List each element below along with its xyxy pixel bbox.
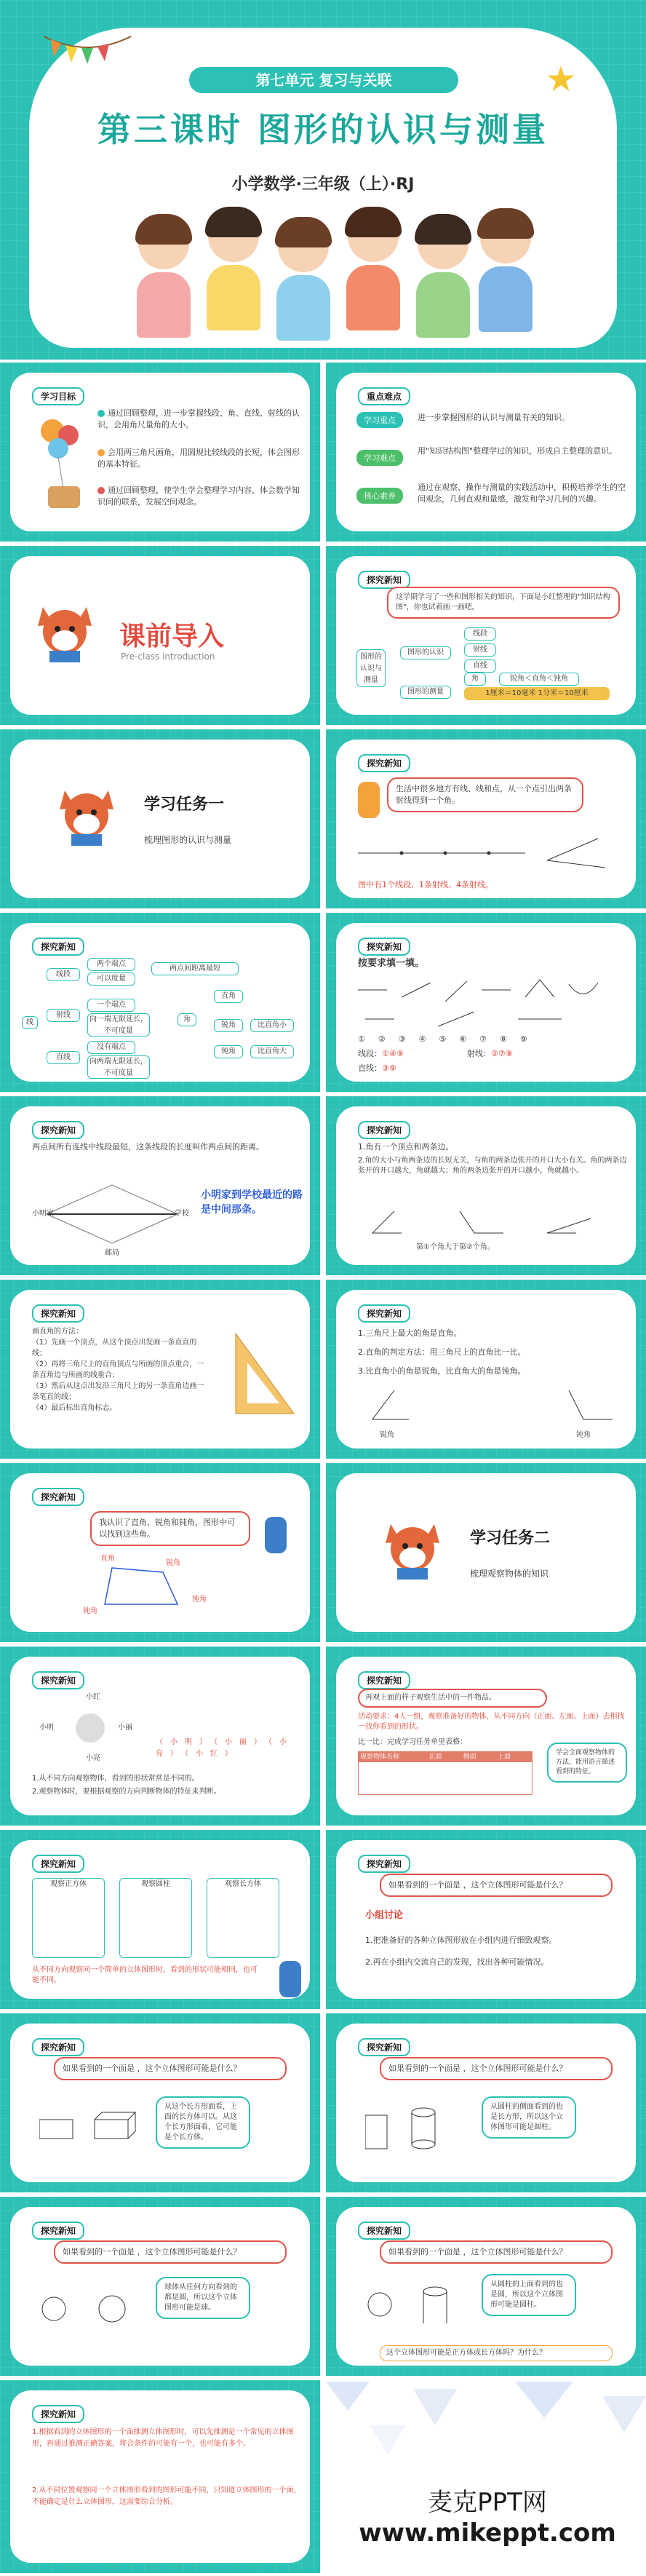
sphere-diagram [39,2294,141,2331]
fox-mascot-icon [380,1517,445,1582]
concept-ray: 射线 [47,1009,80,1022]
map-leaf-ray: 射线 [464,643,496,657]
boy-illustration [265,1517,287,1553]
slide-tag: 学习目标 [32,387,84,405]
difficulty-text: 用"知识结构图"整理学过的知识，形成自主整理的意识。 [418,446,618,456]
slide-tag: 探究新知 [358,2222,410,2240]
focus-pill: 学习重点 [356,412,403,428]
task-one-desc: 梳理图形的认识与测量 [144,835,232,845]
intro-title: 课前导入 [119,622,225,651]
slide-knowledge-map [326,546,646,725]
route-diagram [39,1170,185,1251]
quadrilateral-diagram [97,1561,185,1619]
difficulty-pill: 学习难点 [356,450,403,466]
map-leaf-measure: 1厘米＝10毫米 1分米＝10厘米 [464,687,610,700]
line-answer: ③⑨ [382,1063,396,1073]
slide-tag: 探究新知 [32,2405,84,2423]
slide-tag: 探究新知 [358,1121,410,1139]
slide-summary: 探究新知 1.根据看到的立体图形的一个面推测立体图形时，可以先推测是一个常见的立体图形，再通过推测正确答案，将合条件的可能有一个，也可能有多个。 2.从不同位置观察同一个立体图形看到的图形可能不同，只知道立体图形的一个面，不能确定是什么立体图形，这需要综合分析。 [0,2380,320,2573]
brand-name: 麦克PPT网 [428,2488,547,2517]
task-two-desc: 梳理观察物体的知识 [470,1569,549,1579]
slide-tag: 探究新知 [32,1304,84,1323]
slide-tag: 探究新知 [32,1855,84,1873]
follow-up-question: 这个立体图形可能是正方体或长方体吗？为什么？ [380,2345,613,2361]
slide-rectangle-face [0,2013,320,2192]
concept-segment: 线段 [47,968,80,981]
slide-lines-points [326,729,646,908]
slide-observe-objects: 探究新知 小红 小明 小丽 小亮 （小明）（小丽）（小亮）（小红） 1.从不同方向观察物体，看到的形状常常是不同的。 2.观察物体时，要根据观察的方向判断物体的特征来判断。 [0,1646,320,1826]
cover-slide [0,0,646,360]
concept-line: 直线 [47,1051,80,1064]
slide-cylinder-side [326,2013,646,2192]
solids-text: 从不同方向观察同一个简单的立体图形时，看到的形状可能相同，也可能不同。 [32,1966,258,1984]
star-icon: ★ [545,59,577,100]
map-leaf-line: 直线 [464,659,496,673]
answer-note: 从圆柱的侧面看到的也是长方形，所以这个立体图形可能是圆柱。 [482,2096,576,2139]
boy-illustration [279,1961,301,1997]
slide-activity: 探究新知 再观上面的样子观察生活中的一件物品。 活动要求：4人一组，观察准备好的物体，从不同方向（正面、左面、上面）去相找一找你看到的形状。 比一比：完成学习任务单里表格： 观察物体名称 正面 侧面 上面 学会全面观察物体的方法，能用语言描述看到的特征。 [326,1646,646,1826]
angle-types-diagram [365,1383,613,1427]
map-root: 图形的认识与测量 [356,649,386,687]
slide-concept-map: 探究新知 线 线段 射线 直线 两个端点 可以度量 一个端点 向一端无限延长，不可度量 没有端点 向两端无限延长，不可度量 两点间距离最短 角 直角 锐角 钝角 比直角小 比直角大 [0,913,320,1092]
lines-note: 图中有1个线段、1条射线、4条射线。 [358,880,493,889]
brand-url[interactable]: www.mikeppt.com [359,2518,616,2548]
children-illustration [131,211,524,342]
fill-in-title: 按要求填一填。 [358,958,425,969]
map-leaf-angle-compare: 锐角＜直角＜钝角 [499,673,579,686]
speech-bubble: 这学期学习了一些和图形相关的知识，下面是小红整理的"知识结构图"，你也试着画一画吧。 [387,587,620,619]
slide-observe-solids: 探究新知 观察正方体 观察圆柱 观察长方体 从不同方向观察同一个简单的立体图形时，看到的形状可能相同，也可能不同。 [0,1830,320,2009]
concept-angle: 角 [178,1013,196,1026]
angles-diagram [358,1204,620,1240]
slide-distance: 探究新知 两点间所有连线中线段最短，这条线段的长度叫作两点间的距离。 小明家 学校 邮局 小明家到学校最近的路是中间那条。 [0,1096,320,1275]
tip-bubble: 学会全面观察物体的方法，能用语言描述看到的特征。 [547,1743,627,1783]
slide-tag: 探究新知 [32,938,84,956]
map-node-measure: 图形的测量 [400,686,451,699]
speech-bubble: 如果看到的一个面是 ，这个立体图形可能是什么？ [54,2057,287,2080]
goal-2: 会用两三角尺画角，用圆规比较线段的长短，体会图形的基本特征。 [97,448,300,469]
slide-group-discussion: 探究新知 如果看到的一个面是 ，这个立体图形可能是什么？ 小组讨论 1.把准备好的各种立体图形放在小组内进行细致观察。 2.再在小组内交流自己的发现，找出各种可能情况。 [326,1830,646,2009]
segment-answer: ①④⑨ [382,1049,404,1058]
map-node-recognition: 图形的认识 [400,646,451,659]
slide-tag: 重点难点 [358,387,410,405]
answer-note: 从这个长方形面看，上面的长方体可以。从这个长方形面看，它可能是个长方体。 [156,2096,250,2149]
task-one-title: 学习任务一 [144,796,225,814]
slide-tag: 探究新知 [32,2222,84,2240]
intro-en-title: Pre-class introduction [121,651,215,662]
speech-bubble: 如果看到的一个面是 ，这个立体图形可能是什么？ [54,2240,287,2264]
slide-tag: 探究新知 [358,2038,410,2056]
slide-task-two [326,1463,646,1642]
shapes-diagram [351,975,627,1034]
lesson-title: 第三课时 图形的认识与测量 [97,110,549,149]
goal-1: 通过回顾整理，进一步掌握线段、角、直线、射线的认识，会用角尺量角的大小。 [97,408,300,429]
focus-text: 进一步掌握图形的认识与测量有关的知识。 [418,413,570,422]
slide-tag: 探究新知 [32,1671,84,1689]
slide-tag: 探究新知 [32,2038,84,2056]
literacy-text: 通过在观察、操作与测量的实践活动中，积极培养学生的空间观念，几何直观和量感，激发和学习几何的兴趣。 [418,483,626,504]
ray-answer: ②⑦⑧ [491,1049,513,1058]
slide-tag: 探究新知 [32,1488,84,1506]
goal-3: 通过回顾整理，使学生学会整理学习内容，体会数学知识间的联系，发展空间观念。 [97,486,300,507]
slide-tag: 探究新知 [358,1304,410,1323]
answer-note: 球体从任何方向看到的都是圆，所以这个立体图形可能是球。 [156,2277,250,2319]
unit-label: 第七单元 复习与关联 [189,67,458,93]
bunting-decoration [44,29,131,80]
slide-draw-right-angle: 探究新知 画直角的方法： （1）先画一个顶点，从这个顶点出发画一条直直的线； （2）再将三角尺上的直角顶点与所画的顶点重合，一条直角边与所画的线重合； （3）然后从这点出发沿三角尺上的另一条直角边画一条笔直的线； （4）最后标出直角标志。 [0,1280,320,1459]
cylinder-top-diagram [365,2283,467,2334]
cylinder-diagram [365,2101,452,2159]
distance-quote: 小明家到学校最近的路是中间那条。 [201,1189,303,1216]
slide-tag: 探究新知 [358,754,410,772]
line-diagram [358,831,620,875]
slide-circle-sphere [0,2197,320,2376]
slide-find-angles: 探究新知 我认识了直角、锐角和钝角，图形中可以找到这些角。 直角 锐角 钝角 钝角 [0,1463,320,1642]
slide-fill-in: 探究新知 按要求填一填。 ①②③④⑤⑥⑦⑧⑨ 线段：①④⑨ 射线：②⑦⑧ 直线：③⑨ [326,913,646,1092]
set-square-icon [221,1326,301,1428]
answer-note: 从圆柱的上面看到的也是圆，所以这个立体图形可能是圆柱。 [482,2274,576,2316]
map-leaf-segment: 线段 [464,627,496,641]
slide-tag: 探究新知 [358,571,410,589]
speech-bubble: 我认识了直角、锐角和钝角，图形中可以找到这些角。 [90,1511,250,1546]
speech-bubble: 再观上面的样子观察生活中的一件物品。 [358,1689,547,1708]
slide-tag: 探究新知 [358,938,410,956]
grade-subtitle: 小学数学·三年级（上）·RJ [231,175,415,194]
slide-tag: 探究新知 [358,1671,410,1689]
slide-key-points [326,362,646,542]
map-leaf-angle: 角 [464,673,486,686]
slide-intro [0,546,320,725]
discussion-title: 小组讨论 [365,1910,404,1921]
fox-mascot-icon [32,600,97,665]
fox-mascot-icon [54,783,119,849]
speech-bubble: 如果看到的一个面是 ，这个立体图形可能是什么？ [380,2057,613,2080]
speech-bubble: 如果看到的一个面是 ，这个立体图形可能是什么？ [380,2240,613,2264]
distance-text: 两点间所有连线中线段最短，这条线段的长度叫作两点间的距离。 [32,1142,264,1152]
slide-tag: 探究新知 [32,1121,84,1139]
slide-tag: 探究新知 [358,1855,410,1873]
slide-circle-cylinder [326,2197,646,2376]
boy-illustration [358,782,380,818]
slide-angle-types: 探究新知 1.三角尺上最大的角是直角。 2.直角的判定方法：用三角尺上的直角比一比。 3.比直角小的角是锐角，比直角大的角是钝角。 锐角 钝角 [326,1280,646,1459]
task-two-title: 学习任务二 [470,1529,551,1547]
slide-task-one [0,729,320,908]
slide-angle-size: 探究新知 1.角有一个顶点和两条边。 2.角的大小与角两条边的长短无关，与角的两条边张开的开口大小有关。角的两条边张开的开口越大，角就越大；角的两条边张开的开口越小，角就越小。 第①个角大于第②个角。 [326,1096,646,1275]
speech-bubble: 生活中很多地方有线、线和点，从一个点引出两条射线得到一个角。 [387,777,583,812]
slide-learning-goals [0,362,320,542]
literacy-pill: 核心素养 [356,488,403,504]
balloon-illustration [31,413,89,515]
angle-note: 第①个角大于第②个角。 [416,1243,495,1251]
box-diagram [39,2105,141,2149]
speech-bubble: 如果看到的一个面是 ，这个立体图形可能是什么？ [380,1874,613,1897]
observation-table: 观察物体名称 正面 侧面 上面 [358,1751,533,1795]
